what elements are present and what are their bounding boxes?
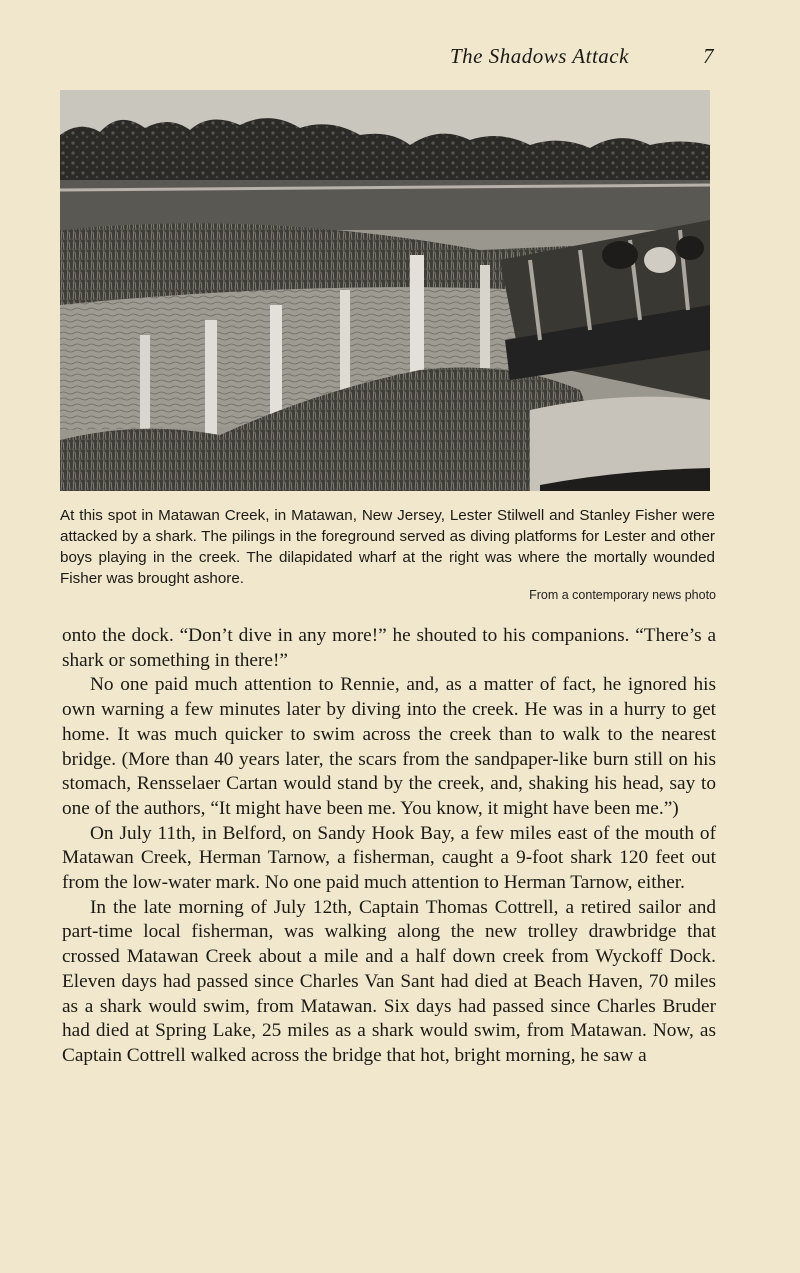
page-header [0,44,800,74]
creek-photo [60,90,710,491]
photo-credit: From a contemporary news photo [529,588,716,602]
figure-caption: At this spot in Matawan Creek, in Matawan, New Jersey, Lester Stilwell and Stanley Fisher were attacked by a shark. The pilings in the foreground served as diving platforms for Lester and other boys playing in the creek. The dilapidated wharf at the right was where the mortally wounded Fisher was brought ashore. [60,507,715,587]
paragraph: In the late morning of July 12th, Captain Thomas Cottrell, a retired sailor and part-time local fisherman, was walking along the new trolley drawbridge that crossed Matawan Creek about a mile and a half down creek from Wyckoff Dock. Eleven days had passed since Charles Van Sant had died at Beach Haven, 70 miles as a shark would swim, from Matawan. Six days had passed since Charles Bruder had died at Spring Lake, 25 miles as a shark would swim, from Matawan. Now, as Captain Cottrell walked across the bridge that hot, bright morning, he saw a [62,896,716,1066]
creek-photo-illustration [60,90,710,491]
body-text [62,624,716,1069]
paragraph: onto the dock. “Don’t dive in any more!” he shouted to his companions. “There’s a shark or something in there!” [62,625,716,671]
paragraph: No one paid much attention to Rennie, and, as a matter of fact, he ignored his own warning a few minutes later by diving into the creek. He was in a hurry to get home. It was much quicker to swim across the creek than to walk to the nearest bridge. (More than 40 years later, the scars from the sandpaper-like burn still on his stomach, Rensselaer Cartan would stand by the creek, and, shaking his head, say to one of the authors, “It might have been me. You know, it might have been me.”) [62,674,716,819]
running-title: The Shadows Attack [450,44,629,68]
page-number: 7 [703,44,714,68]
paragraph: On July 11th, in Belford, on Sandy Hook Bay, a few miles east of the mouth of Matawan Creek, Herman Tarnow, a fisherman, caught a 9-foot shark 120 feet out from the low-water mark. No one paid much attention to Herman Tarnow, either. [62,822,716,894]
